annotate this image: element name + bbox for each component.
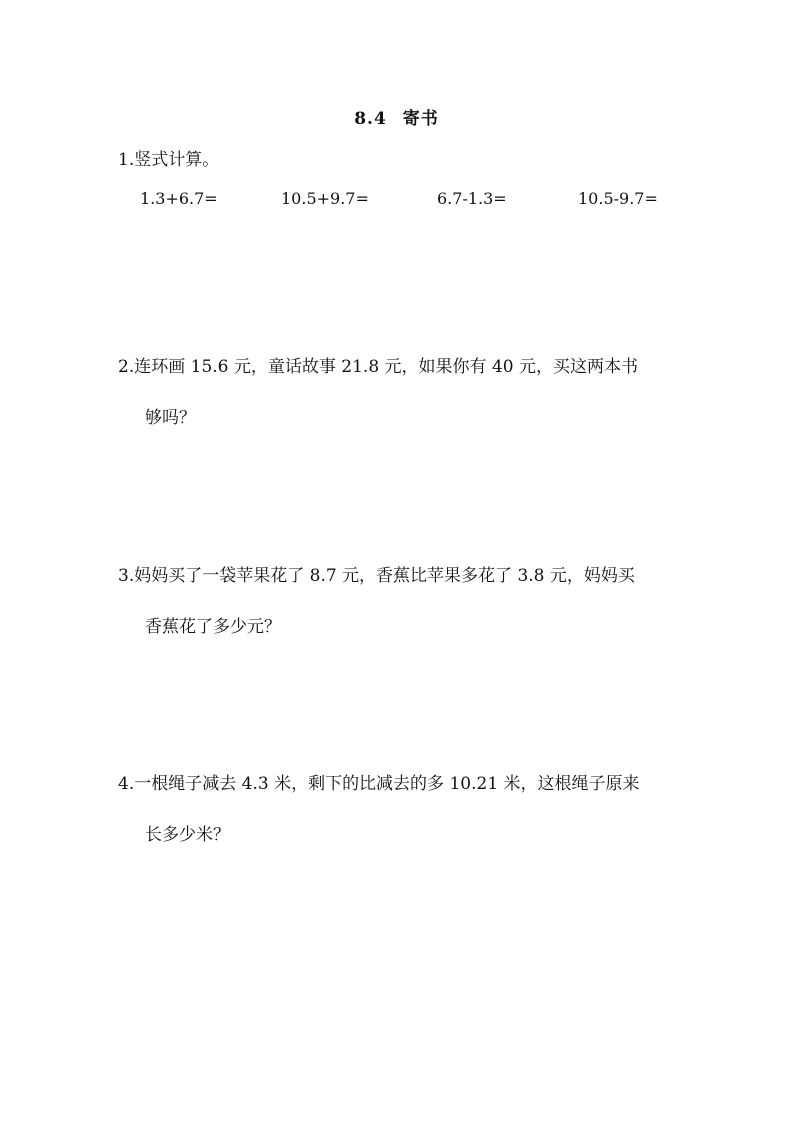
question-3 (118, 551, 688, 653)
calculation-item: 6.7-1.3= (437, 189, 507, 208)
calculation-item: 10.5+9.7= (281, 189, 369, 208)
question-1-label: 1.竖式计算。 (118, 150, 220, 170)
question-3-line-2: 香蕉花了多少元？ (145, 617, 281, 637)
question-2-line-1: 2.连环画 15.6 元，童话故事 21.8 元，如果你有 40 元，买这两本书 (118, 357, 638, 377)
calculation-row (140, 189, 700, 213)
question-1 (118, 135, 688, 186)
title-number: 8.4 (354, 109, 387, 129)
question-2 (118, 342, 688, 444)
page-title (0, 104, 793, 129)
question-4-line-2: 长多少米？ (145, 825, 230, 845)
calculation-item: 1.3+6.7= (140, 189, 218, 208)
question-2-line-2: 够吗？ (145, 408, 196, 428)
question-4-line-1: 4.一根绳子减去 4.3 米，剩下的比减去的多 10.21 米，这根绳子原来 (118, 774, 640, 794)
calculation-item: 10.5-9.7= (578, 189, 658, 208)
question-3-line-1: 3.妈妈买了一袋苹果花了 8.7 元，香蕉比苹果多花了 3.8 元，妈妈买 (118, 566, 635, 586)
title-text: 寄书 (402, 109, 439, 129)
question-4 (118, 759, 688, 861)
